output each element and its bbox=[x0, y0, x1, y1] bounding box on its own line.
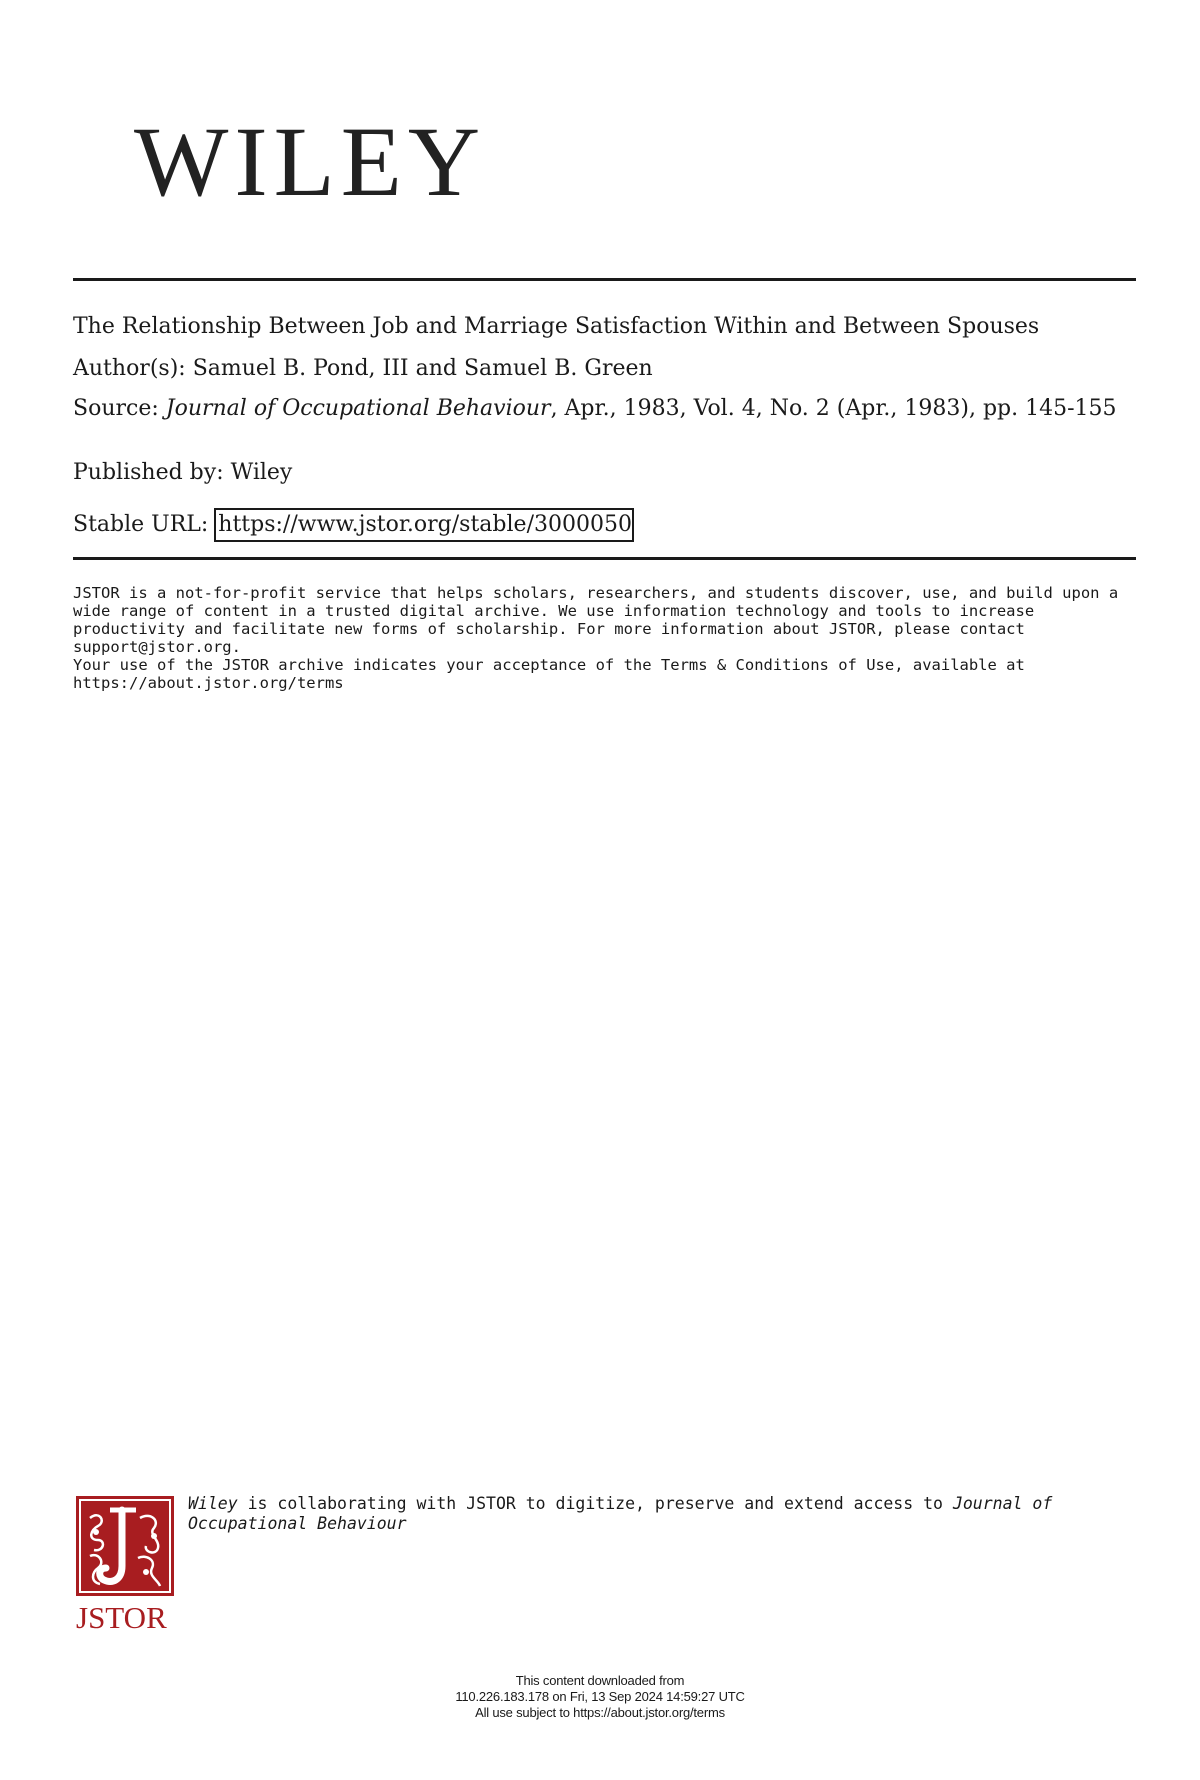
jstor-emblem-icon bbox=[76, 1496, 174, 1596]
authors-line bbox=[73, 356, 1136, 382]
stable-url-link[interactable]: https://www.jstor.org/stable/3000050 bbox=[214, 508, 634, 542]
jstor-wordmark: JSTOR bbox=[76, 1600, 167, 1635]
collab-journal: Journal of Occupational Behaviour bbox=[188, 1494, 1053, 1533]
jstor-notice: JSTOR is a not-for-profit service that helps scholars, researchers, and students discover, use, and build upon a wide range of content in a trusted digital archive. We use information technology and tools to increase productivity and facilitate new forms of scholarship. For more information about JSTOR, please contact support@jstor.org. bbox=[73, 584, 1119, 656]
stable-url-label: Stable URL: bbox=[73, 512, 209, 537]
stable-url-line bbox=[73, 508, 1136, 542]
collab-publisher: Wiley bbox=[188, 1494, 238, 1513]
footer-line-2: 110.226.183.178 on Fri, 13 Sep 2024 14:59:27 UTC bbox=[455, 1689, 745, 1704]
download-footer bbox=[0, 1673, 1200, 1721]
authors-label: Author(s): bbox=[73, 356, 186, 381]
collaboration-statement bbox=[188, 1494, 1088, 1534]
source-label: Source: bbox=[73, 396, 159, 421]
published-by-value: Wiley bbox=[230, 460, 293, 485]
authors-value: Samuel B. Pond, III and Samuel B. Green bbox=[192, 356, 653, 381]
wiley-logo: WILEY bbox=[134, 106, 487, 217]
divider-bottom bbox=[73, 557, 1136, 560]
published-by-label: Published by: bbox=[73, 460, 224, 485]
source-details: , Apr., 1983, Vol. 4, No. 2 (Apr., 1983), pp. 145-155 bbox=[550, 396, 1117, 421]
footer-line-3: All use subject to https://about.jstor.org/terms bbox=[475, 1705, 725, 1720]
source-journal: Journal of Occupational Behaviour bbox=[165, 396, 551, 421]
published-by-line bbox=[73, 460, 1136, 486]
source-line bbox=[73, 396, 1136, 422]
jstor-logo bbox=[76, 1496, 176, 1634]
terms-notice: Your use of the JSTOR archive indicates your acceptance of the Terms & Conditions of Use, available at https://about.jstor.org/terms bbox=[73, 656, 1025, 692]
divider-top bbox=[73, 278, 1136, 281]
collab-text: is collaborating with JSTOR to digitize, preserve and extend access to bbox=[237, 1494, 953, 1513]
article-title: The Relationship Between Job and Marriage Satisfaction Within and Between Spouses bbox=[73, 314, 1040, 339]
footer-line-1: This content downloaded from bbox=[515, 1673, 685, 1688]
